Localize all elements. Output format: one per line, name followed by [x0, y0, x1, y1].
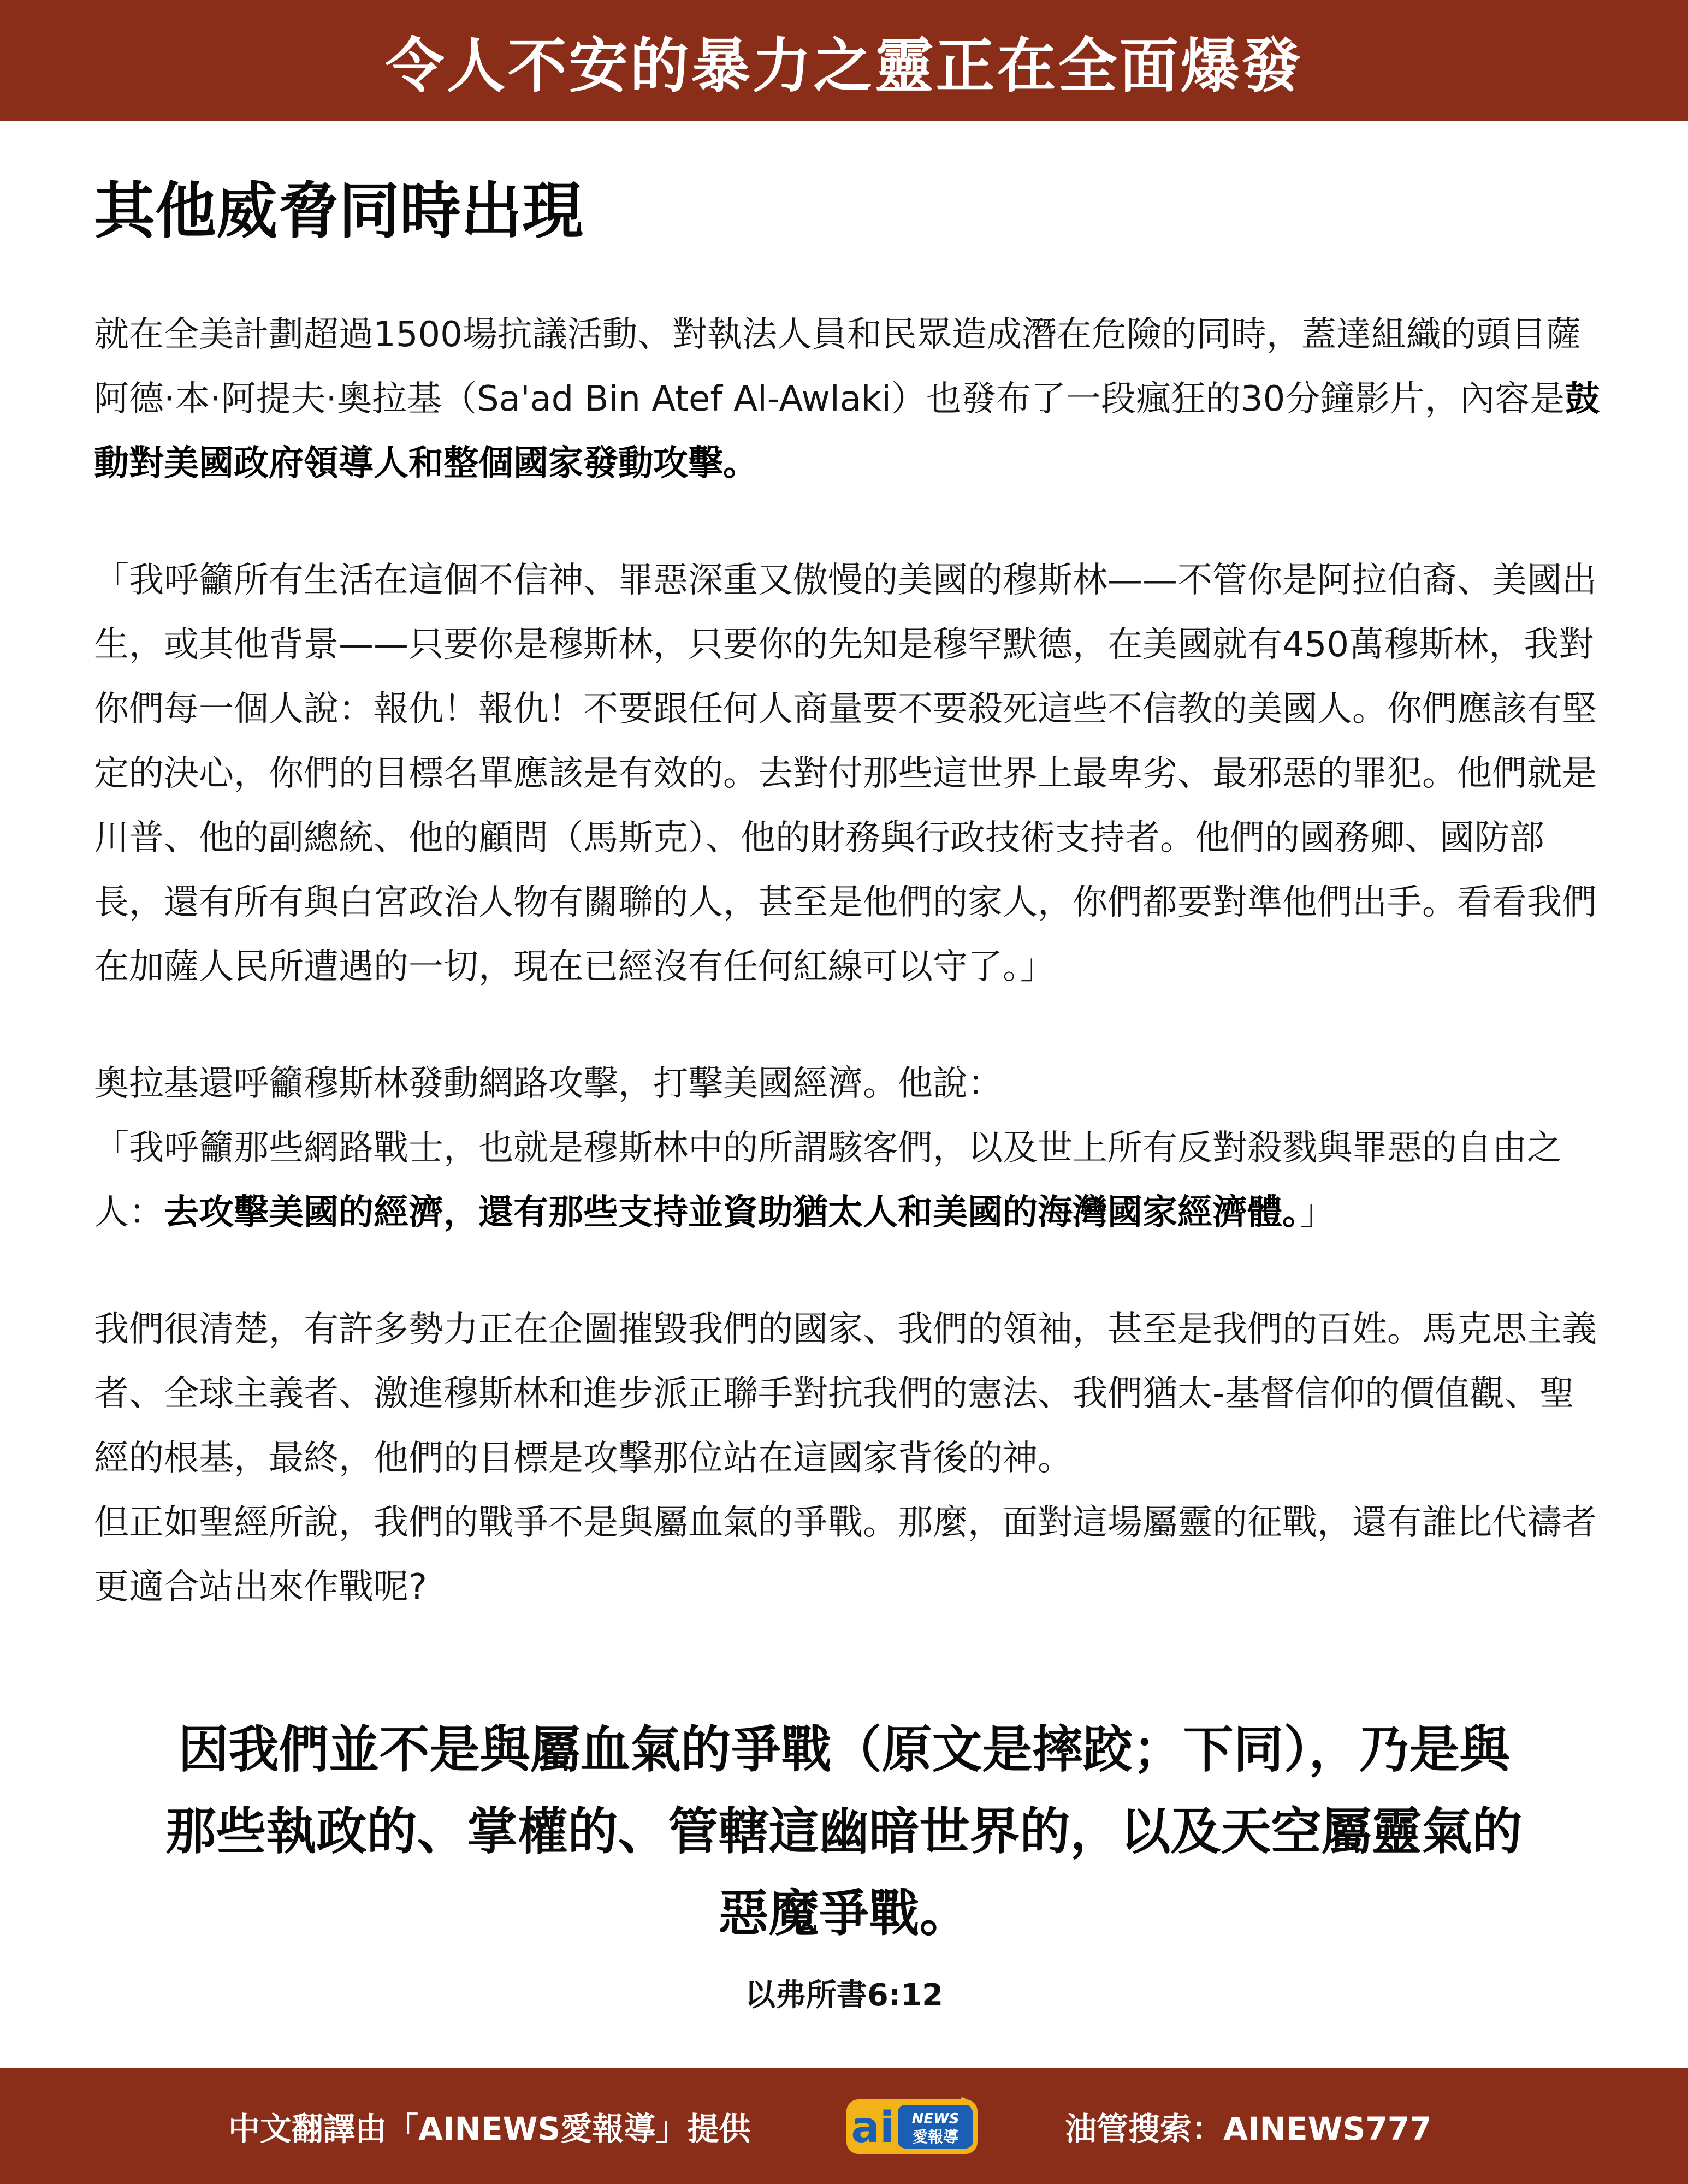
verse-reference: 以弗所書6:12 — [744, 1978, 944, 2013]
paragraph-cyber-close: 」 — [1300, 1192, 1335, 1233]
paragraph-cyber-lead: 奧拉基還呼籲穆斯林發動網路攻擊，打擊美國經濟。他說： — [94, 1064, 1003, 1105]
paragraph-intro-emphasis: 鼓動對美國政府領導人和整個國家發動攻擊。 — [94, 379, 1600, 484]
footer-bar — [0, 2068, 1688, 2184]
paragraph-intro — [94, 302, 1601, 496]
footer-youtube-search: 油管搜索：AINEWS777 — [1065, 2110, 1432, 2147]
logo-brand-text: 愛報導 — [912, 2128, 959, 2146]
footer-credit: 中文翻譯由「AINEWS愛報導」提供 — [228, 2110, 751, 2147]
paragraph-forces-text: 我們很清楚，有許多勢力正在企圖摧毀我們的國家、我們的領袖，甚至是我們的百姓。馬克思主義者、全球主義者、激進穆斯林和進步派正聯手對抗我們的憲法、我們猶太-基督信仰的價值觀、聖經的根基，最終，他們的目標是攻擊那位站在這國家背後的神。 — [94, 1309, 1597, 1479]
logo-letter: ai — [851, 2103, 895, 2152]
ainews-logo — [844, 2094, 981, 2158]
verse-quote: 因我們並不是與屬血氣的爭戰（原文是摔跤；下同），乃是與那些執政的、掌權的、管轄這幽暗世界的，以及天空屬靈氣的惡魔爭戰。 — [165, 1720, 1523, 1943]
paragraph-cyber-quote: 「我呼籲那些網路戰士，也就是穆斯林中的所謂駭客們，以及世上所有反對殺戮與罪惡的自由之人： — [94, 1128, 1562, 1233]
paragraph-cyber-emphasis: 去攻擊美國的經濟，還有那些支持並資助猶太人和美國的海灣國家經濟體。 — [164, 1192, 1300, 1233]
article-body — [94, 175, 1601, 1635]
paragraph-quote-text: 「我呼籲所有生活在這個不信神、罪惡深重又傲慢的美國的穆斯林——不管你是阿拉伯裔、美國出生，或其他背景——只要你是穆斯林，只要你的先知是穆罕默德，在美國就有450萬穆斯林，我對你們每一個人說：報仇！報仇！不要跟任何人商量要不要殺死這些不信教的美國人。你們應該有堅定的決心，你們的目標名單應該是有效的。去對付那些這世界上最卑劣、最邪惡的罪犯。他們就是川普、他的副總統、他的顧問（馬斯克）、他的財務與行政技術支持者。他們的國務卿、國防部長，還有所有與白宮政治人物有關聯的人，甚至是他們的家人，你們都要對準他們出手。看看我們在加薩人民所遭遇的一切，現在已經沒有任何紅線可以守了。」 — [94, 560, 1597, 988]
section-heading: 其他威脅同時出現 — [94, 176, 583, 247]
paragraph-intercessors-text: 但正如聖經所說，我們的戰爭不是與屬血氣的爭戰。那麼，面對這場屬靈的征戰，還有誰比代禱者更適合站出來作戰呢? — [94, 1503, 1597, 1608]
header-banner — [0, 0, 1688, 121]
paragraph-intro-text: 就在全美計劃超過1500場抗議活動、對執法人員和民眾造成潛在危險的同時，蓋達組織的頭目薩阿德·本·阿提夫·奧拉基（Sa'ad Bin Atef Al-Awlaki）也發布了一段瘋狂的30分鐘影片，內容是 — [94, 314, 1581, 420]
paragraph-cyber — [94, 1052, 1601, 1245]
paragraph-quote — [94, 548, 1601, 999]
banner-title: 令人不安的暴力之靈正在全面爆發 — [385, 32, 1303, 100]
logo-news-text: NEWS — [911, 2111, 960, 2127]
paragraph-forces — [94, 1297, 1601, 1619]
